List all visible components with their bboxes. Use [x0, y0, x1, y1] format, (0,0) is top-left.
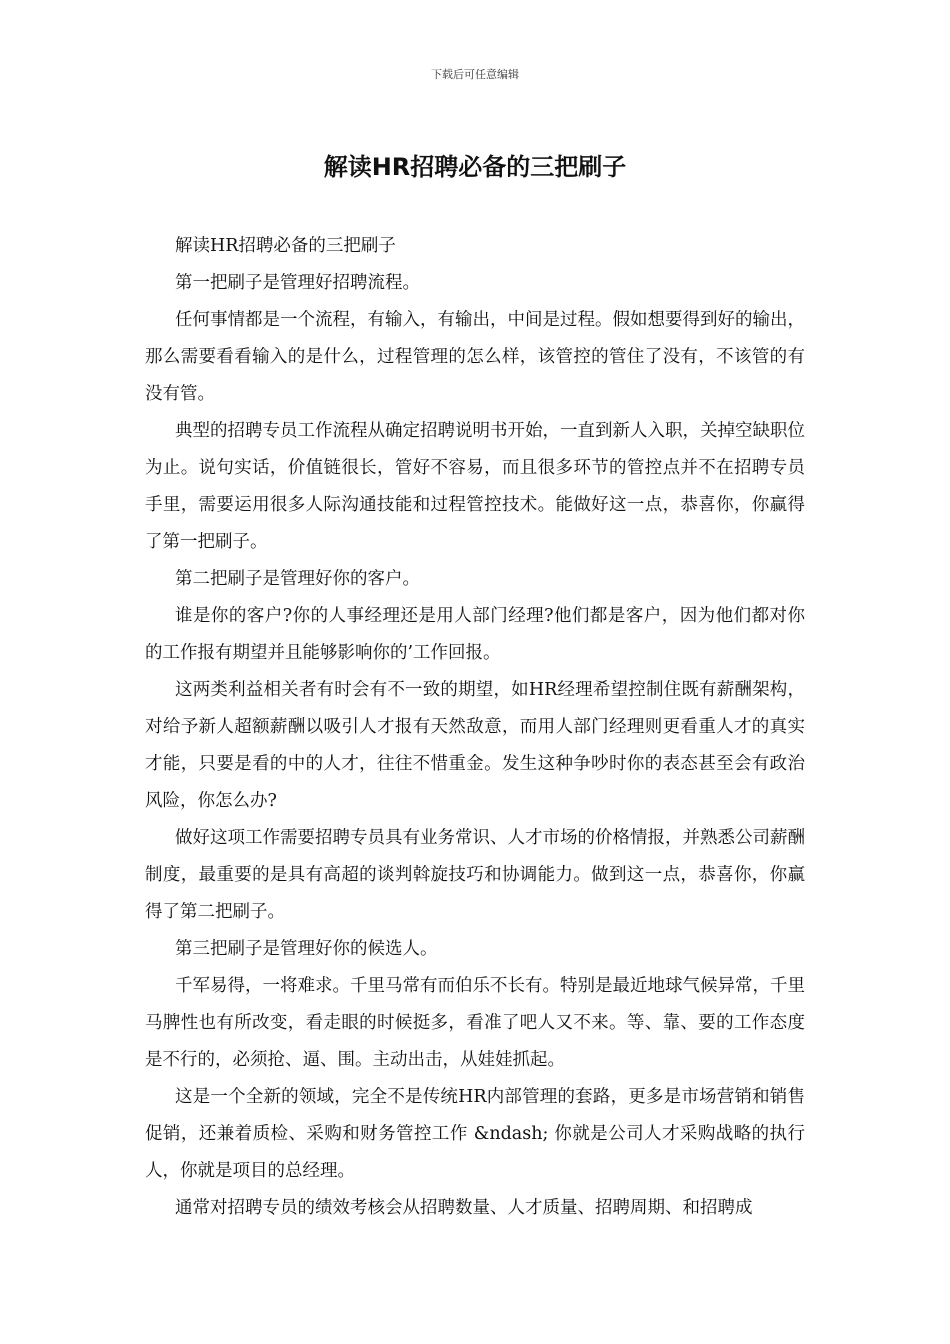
paragraph: 第三把刷子是管理好你的候选人。 — [175, 939, 438, 959]
paragraph: 通常对招聘专员的绩效考核会从招聘数量、人才质量、招聘周期、和招聘成 — [175, 1198, 753, 1218]
paragraph: 第一把刷子是管理好招聘流程。 — [175, 273, 420, 293]
paragraph: 第二把刷子是管理好你的客户。 — [175, 569, 420, 589]
paragraph: 这是一个全新的领域，完全不是传统HR内部管理的套路，更多是市场营销和销售促销，还兼着质检、采购和财务管控工作 &ndash; 你就是公司人才采购战略的执行人，你就是项目的总经理。 — [145, 1087, 805, 1181]
paragraph: 做好这项工作需要招聘专员具有业务常识、人才市场的价格情报，并熟悉公司薪酬制度，最重要的是具有高超的谈判斡旋技巧和协调能力。做到这一点，恭喜你，你赢得了第二把刷子。 — [145, 828, 805, 922]
paragraph: 千军易得，一将难求。千里马常有而伯乐不长有。特别是最近地球气候异常，千里马脾性也有所改变，看走眼的时候挺多，看准了吧人又不来。等、靠、要的工作态度是不行的，必须抢、逼、围。主动出击，从娃娃抓起。 — [145, 976, 805, 1070]
paragraph: 解读HR招聘必备的三把刷子 — [175, 236, 396, 256]
paragraph: 谁是你的客户?你的人事经理还是用人部门经理?他们都是客户，因为他们都对你的工作报有期望并且能够影响你的’工作回报。 — [145, 606, 805, 663]
header-note: 下载后可任意编辑 — [431, 68, 519, 81]
document-title: 解读HR招聘必备的三把刷子 — [323, 153, 627, 181]
paragraph: 这两类利益相关者有时会有不一致的期望，如HR经理希望控制住既有薪酬架构，对给予新人超额薪酬以吸引人才报有天然敌意，而用人部门经理则更看重人才的真实才能，只要是看的中的人才，往往不惜重金。发生这种争吵时你的表态甚至会有政治风险，你怎么办? — [145, 680, 805, 811]
document-body — [145, 228, 805, 1227]
paragraph: 任何事情都是一个流程，有输入，有输出，中间是过程。假如想要得到好的输出，那么需要看看输入的是什么，过程管理的怎么样，该管控的管住了没有，不该管的有没有管。 — [145, 310, 805, 404]
paragraph: 典型的招聘专员工作流程从确定招聘说明书开始，一直到新人入职，关掉空缺职位为止。说句实话，价值链很长，管好不容易，而且很多环节的管控点并不在招聘专员手里，需要运用很多人际沟通技能和过程管控技术。能做好这一点，恭喜你，你赢得了第一把刷子。 — [145, 421, 805, 552]
